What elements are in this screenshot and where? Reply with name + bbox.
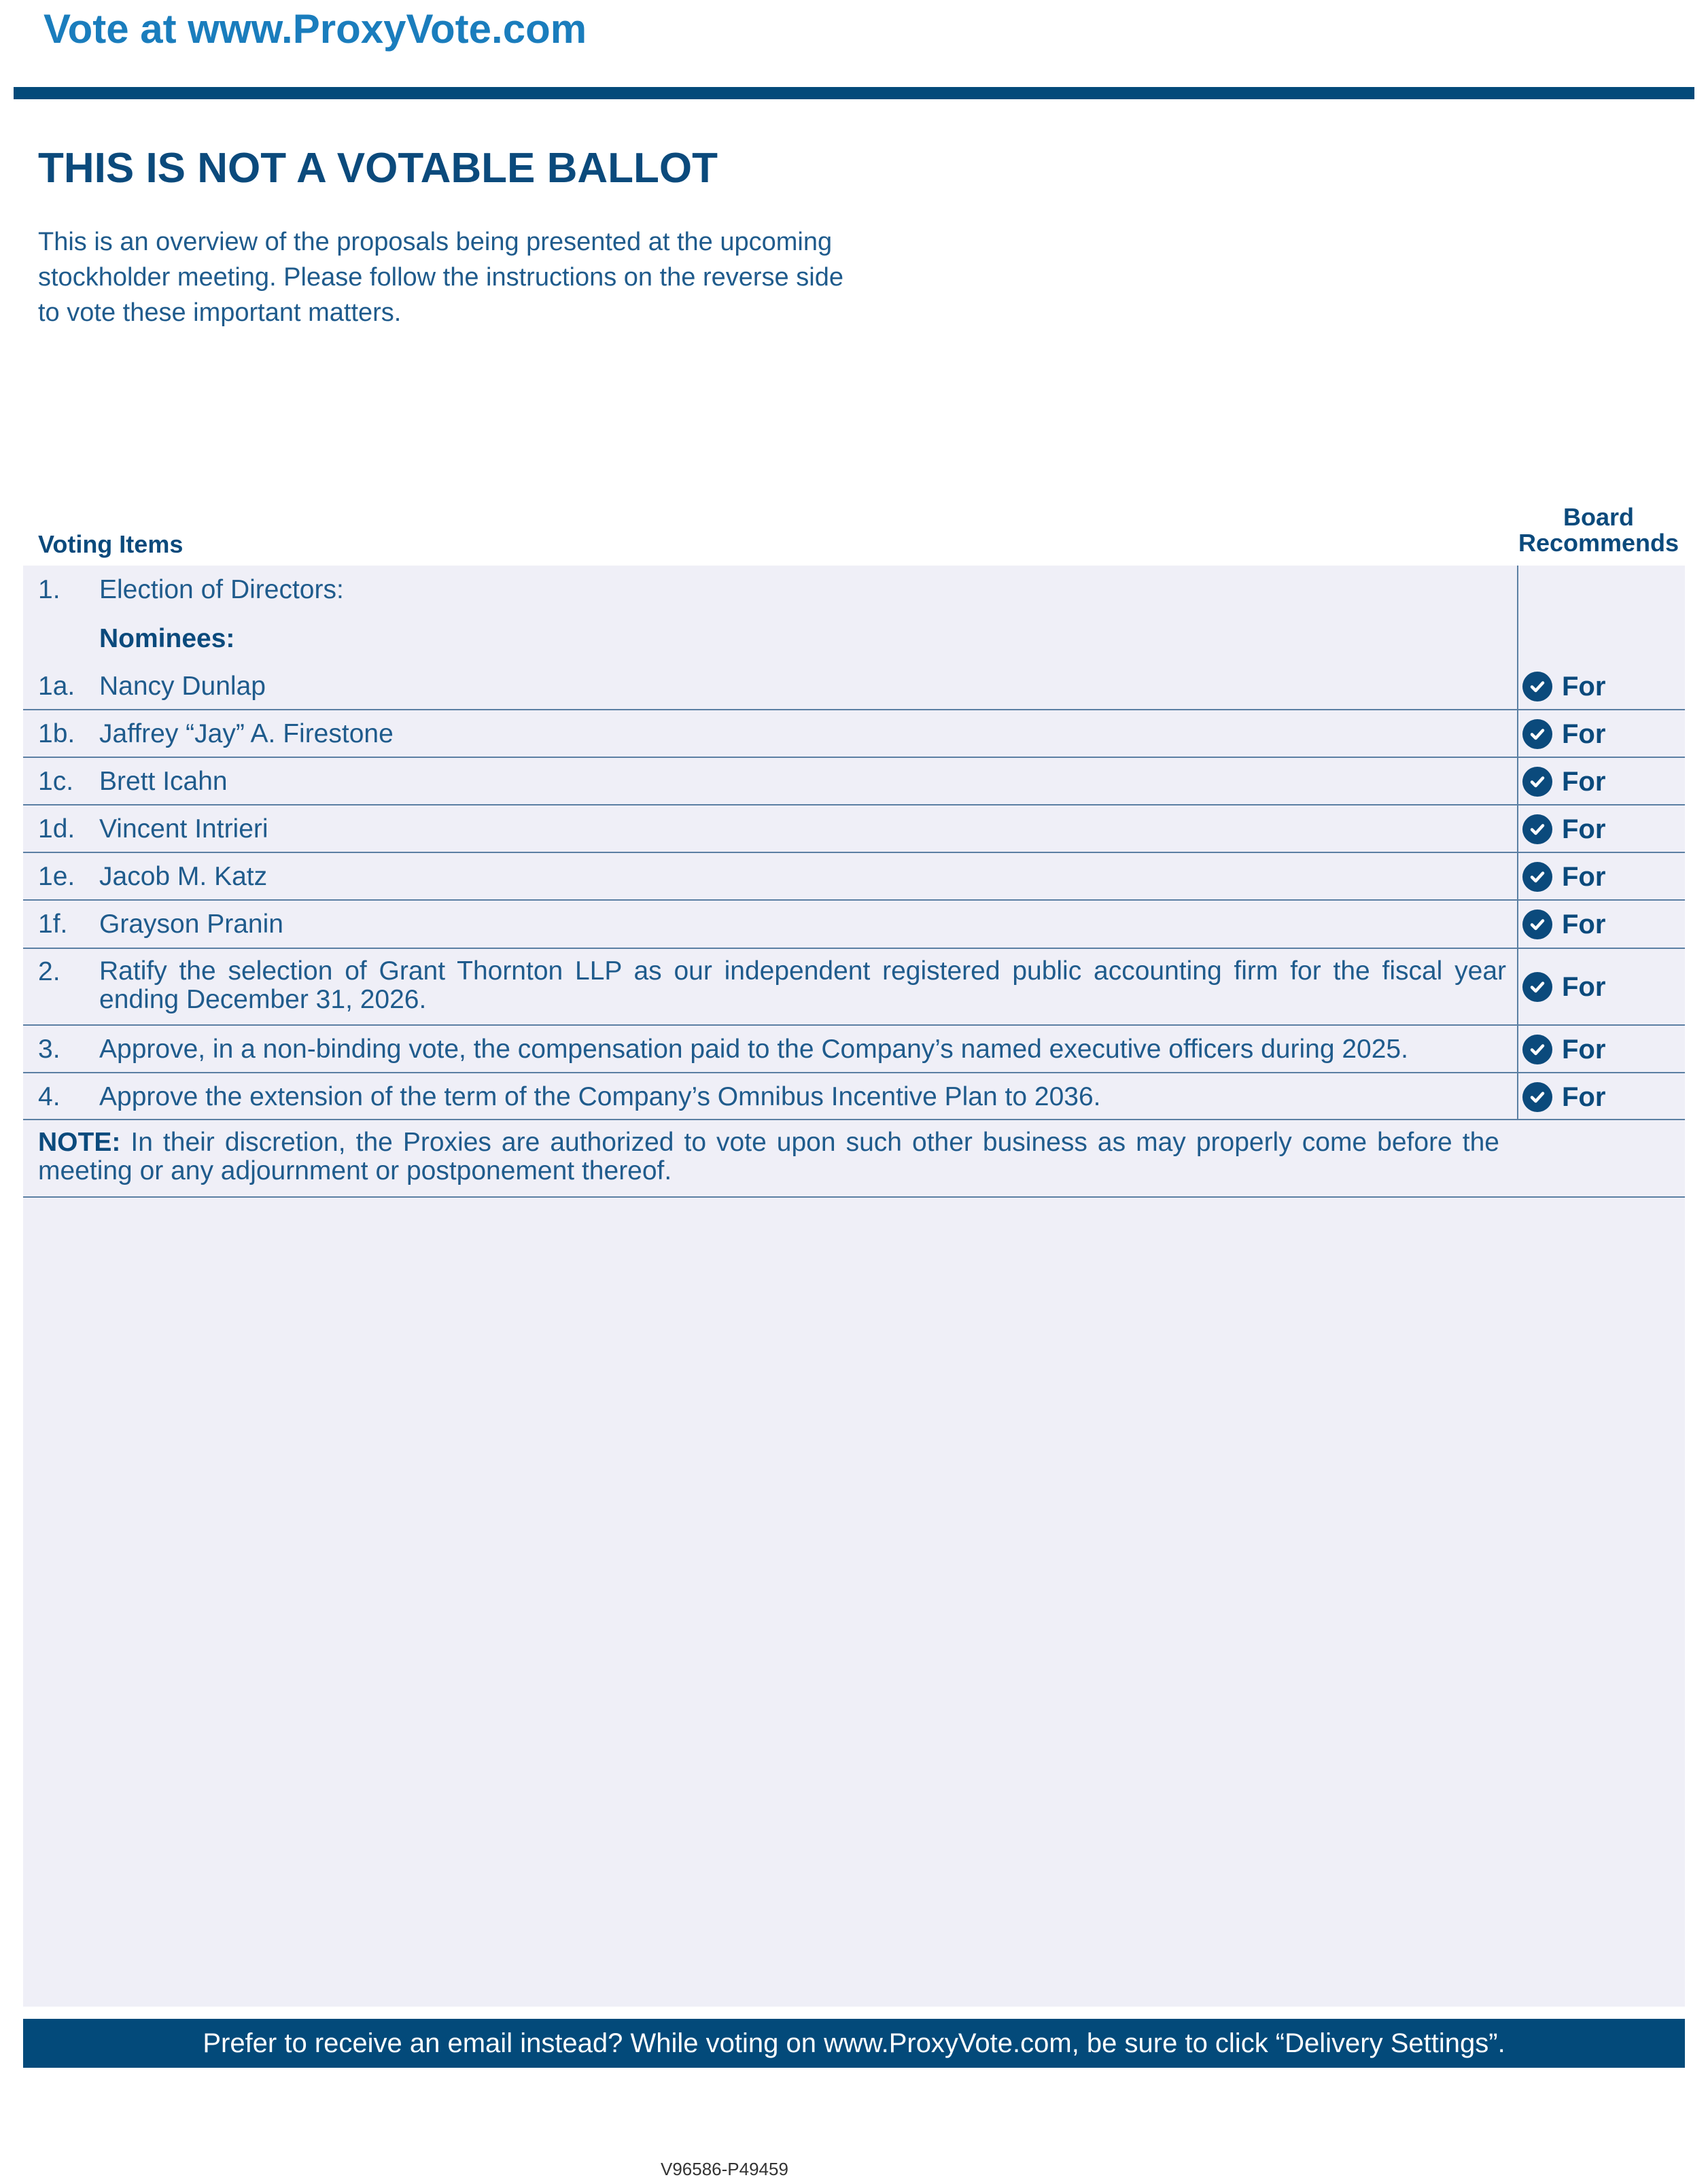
board-header-line2: Recommends [1518, 529, 1679, 557]
recommendation-label: For [1562, 1034, 1606, 1064]
recommendation [1522, 718, 1605, 750]
check-circle-icon [1522, 1035, 1552, 1064]
recommendation [1522, 1081, 1605, 1113]
proposal-number: 2. [38, 957, 60, 986]
nominee-name: Vincent Intrieri [99, 814, 268, 844]
control-number: V96586-P49459 [661, 2159, 788, 2179]
row-divider [23, 1024, 1685, 1026]
nominee-name: Grayson Pranin [99, 909, 283, 939]
recommendation-label: For [1562, 1081, 1606, 1112]
column-header-voting-items: Voting Items [38, 530, 184, 558]
recommendation [1522, 908, 1605, 941]
recommendation [1522, 1033, 1605, 1066]
recommendation-label: For [1562, 861, 1606, 892]
header-rule [14, 87, 1694, 99]
check-circle-icon [1522, 862, 1552, 892]
proposal-text: Ratify the selection of Grant Thornton LLP as our independent registered public accounting firm for the fiscal year ending December 31, 2026. [99, 956, 1506, 1014]
intro-text: This is an overview of the proposals being presented at the upcoming stockholder meeting. Please follow the instructions on the reverse side to vote these important matters. [38, 228, 843, 327]
recommendation-label: For [1562, 766, 1606, 797]
header-title: Vote at www.ProxyVote.com [43, 6, 587, 52]
nominee-number: 1c. [38, 767, 74, 796]
note-label: NOTE: [38, 1128, 121, 1157]
board-header-line1: Board [1563, 503, 1634, 531]
voting-items-panel [23, 566, 1685, 2007]
proposal-number: 3. [38, 1035, 60, 1064]
note-text: In their discretion, the Proxies are authorized to vote upon such other business as may properly come before the meeting or any adjournment or postponement thereof. [38, 1128, 1499, 1185]
footer-banner-text: Prefer to receive an email instead? While voting on www.ProxyVote.com, be sure to click “Delivery Settings”. [203, 2028, 1505, 2058]
nominees-label: Nominees: [99, 624, 235, 653]
nominee-number: 1d. [38, 814, 75, 844]
row-divider [23, 1119, 1685, 1120]
row-divider [23, 948, 1685, 949]
proposal-text: Approve the extension of the term of the Company’s Omnibus Incentive Plan to 2036. [99, 1082, 1101, 1111]
recommendation-label: For [1562, 671, 1606, 701]
nominee-name: Brett Icahn [99, 767, 228, 796]
check-circle-icon [1522, 909, 1552, 939]
recommendation-label: For [1562, 971, 1606, 1002]
nominee-number: 1f. [38, 909, 68, 939]
recommendation [1522, 813, 1605, 846]
recommendation-label: For [1562, 718, 1606, 749]
notice-heading: THIS IS NOT A VOTABLE BALLOT [38, 145, 718, 192]
recommendation [1522, 765, 1605, 798]
row-divider [23, 709, 1685, 710]
recommendation [1522, 670, 1605, 703]
row-divider [23, 757, 1685, 758]
recommendation [1522, 971, 1605, 1003]
check-circle-icon [1522, 767, 1552, 797]
check-circle-icon [1522, 1082, 1552, 1112]
nominee-number: 1a. [38, 672, 75, 701]
election-label: Election of Directors: [99, 575, 344, 604]
recommendation-label: For [1562, 909, 1606, 939]
recommendation [1522, 861, 1605, 893]
check-circle-icon [1522, 719, 1552, 749]
item-number: 1. [38, 575, 60, 604]
check-circle-icon [1522, 814, 1552, 844]
footer-banner [23, 2019, 1685, 2068]
nominee-name: Jacob M. Katz [99, 862, 268, 891]
row-divider [23, 899, 1685, 901]
column-header-board-recommends [1517, 504, 1680, 556]
nominee-number: 1b. [38, 719, 75, 748]
nominee-number: 1e. [38, 862, 75, 891]
recommendation-label: For [1562, 814, 1606, 844]
check-circle-icon [1522, 972, 1552, 1002]
row-divider [23, 1072, 1685, 1073]
column-divider [1517, 566, 1518, 1119]
row-divider [23, 804, 1685, 805]
proposal-text: Approve, in a non-binding vote, the compensation paid to the Company’s named executive officers during 2025. [99, 1035, 1408, 1064]
nominee-name: Nancy Dunlap [99, 672, 266, 701]
row-divider [23, 1196, 1685, 1198]
proposal-number: 4. [38, 1082, 60, 1111]
check-circle-icon [1522, 672, 1552, 701]
note-paragraph [38, 1128, 1499, 1185]
nominee-name: Jaffrey “Jay” A. Firestone [99, 719, 394, 748]
row-divider [23, 852, 1685, 853]
